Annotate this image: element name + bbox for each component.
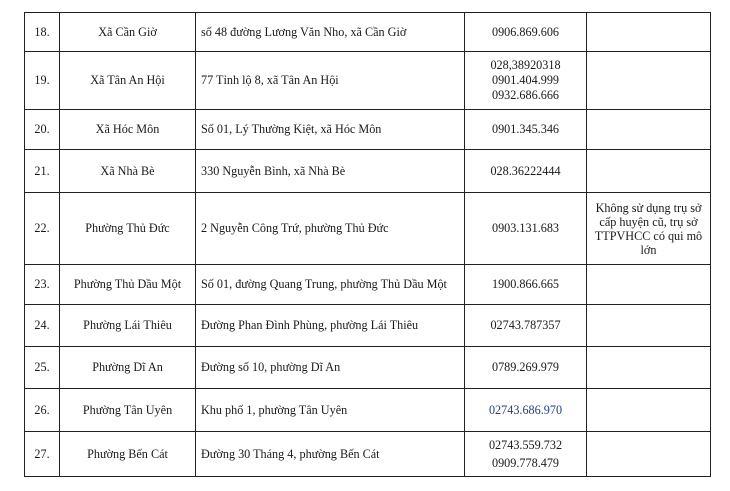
note (587, 389, 711, 432)
row-number: 21. (25, 150, 60, 193)
row-number: 19. (25, 52, 60, 110)
phone-link[interactable]: 02743.686.970 (488, 402, 563, 417)
row-number: 27. (25, 432, 60, 477)
phone-number: 02743.787357 (490, 318, 561, 332)
unit-name: Phường Thủ Đức (60, 193, 196, 265)
phone-cell (465, 193, 587, 265)
phone-cell (465, 305, 587, 347)
phone-number: 028.36222444 (490, 163, 561, 178)
phone-cell (465, 265, 587, 305)
phone-number: 1900.866.665 (491, 277, 560, 291)
phone-number: 0906.869.606 (491, 24, 560, 39)
table-row (25, 110, 711, 150)
phone-cell (465, 389, 587, 432)
address: Đường 30 Tháng 4, phường Bến Cát (196, 432, 465, 477)
table-row (25, 305, 711, 347)
phone-cell (465, 52, 587, 110)
note (587, 150, 711, 193)
address: 77 Tỉnh lộ 8, xã Tân An Hội (196, 52, 465, 110)
unit-name: Xã Cần Giờ (60, 13, 196, 52)
office-table (24, 12, 711, 477)
row-number: 26. (25, 389, 60, 432)
row-number: 22. (25, 193, 60, 265)
phone-number: 0901.404.999 (491, 73, 560, 87)
address: Đường Phan Đình Phùng, phường Lái Thiêu (196, 305, 465, 347)
address: 330 Nguyễn Bình, xã Nhà Bè (196, 150, 465, 193)
phone-number: 0932.686.666 (491, 88, 560, 102)
unit-name: Xã Hóc Môn (60, 110, 196, 150)
note (587, 305, 711, 347)
note (587, 52, 711, 110)
phone-cell (465, 347, 587, 389)
note (587, 13, 711, 52)
row-number: 18. (25, 13, 60, 52)
table-row (25, 389, 711, 432)
phone-number: 028,38920318 (490, 58, 561, 72)
note: Không sử dụng trụ sở cấp huyện cũ, trụ sở TTPVHCC có qui mô lớn (587, 193, 711, 265)
phone-number: 02743.559.732 (488, 437, 563, 452)
note (587, 347, 711, 389)
phone-number: 0903.131.683 (491, 221, 560, 235)
phone-cell (465, 110, 587, 150)
table-row (25, 265, 711, 305)
row-number: 25. (25, 347, 60, 389)
row-number: 24. (25, 305, 60, 347)
unit-name: Phường Tân Uyên (60, 389, 196, 432)
phone-number: 0901.345.346 (491, 122, 560, 136)
table-row (25, 52, 711, 110)
address: 2 Nguyễn Công Trứ, phường Thủ Đức (196, 193, 465, 265)
unit-name: Phường Dĩ An (60, 347, 196, 389)
address: Số 01, Lý Thường Kiệt, xã Hóc Môn (196, 110, 465, 150)
table-row (25, 347, 711, 389)
table-row (25, 150, 711, 193)
row-number: 23. (25, 265, 60, 305)
unit-name: Xã Nhà Bè (60, 150, 196, 193)
unit-name: Xã Tân An Hội (60, 52, 196, 110)
phone-cell (465, 432, 587, 477)
phone-cell (465, 150, 587, 193)
note (587, 265, 711, 305)
address: Đường số 10, phường Dĩ An (196, 347, 465, 389)
address: Khu phố 1, phường Tân Uyên (196, 389, 465, 432)
address: Số 01, đường Quang Trung, phường Thủ Dầu Một (196, 265, 465, 305)
table-row (25, 13, 711, 52)
table-row (25, 432, 711, 477)
unit-name: Phường Thủ Dầu Một (60, 265, 196, 305)
table-row (25, 193, 711, 265)
note (587, 110, 711, 150)
phone-cell (465, 13, 587, 52)
phone-number: 0909.778.479 (491, 455, 560, 470)
note (587, 432, 711, 477)
unit-name: Phường Bến Cát (60, 432, 196, 477)
row-number: 20. (25, 110, 60, 150)
address: số 48 đường Lương Văn Nho, xã Cần Giờ (196, 13, 465, 52)
phone-number: 0789.269.979 (491, 360, 560, 374)
unit-name: Phường Lái Thiêu (60, 305, 196, 347)
